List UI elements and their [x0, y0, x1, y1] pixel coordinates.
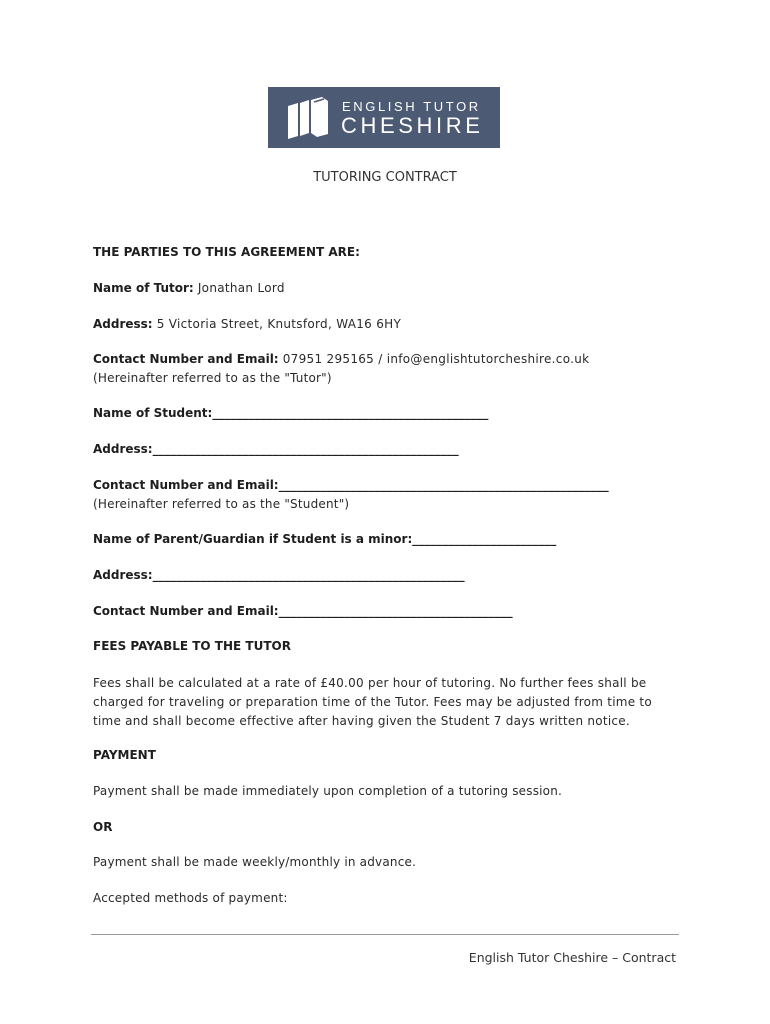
parent-name-blank: ________________________	[412, 532, 557, 546]
footer-divider	[91, 934, 679, 935]
tutor-referred-note: (Hereinafter referred to as the "Tutor")	[93, 371, 332, 385]
tutor-contact-row	[93, 352, 589, 366]
tutor-address-value: 5 Victoria Street, Knutsford, WA16 6HY	[152, 317, 402, 331]
parent-contact-blank: _______________________________________	[278, 604, 513, 618]
tutor-name-row	[93, 281, 285, 295]
student-name-label: Name of Student:	[93, 406, 213, 420]
parent-address-blank: ____________________________________________________	[152, 568, 465, 582]
student-address-row	[93, 442, 459, 456]
books-icon	[284, 96, 330, 140]
parent-name-label: Name of Parent/Guardian if Student is a minor:	[93, 532, 413, 546]
student-name-blank: ______________________________________________	[212, 406, 489, 420]
student-contact-row	[93, 478, 609, 492]
student-address-label: Address:	[93, 442, 153, 456]
logo-line-1: ENGLISH TUTOR	[342, 99, 481, 114]
parent-contact-label: Contact Number and Email:	[93, 604, 279, 618]
student-contact-blank: _______________________________________________________	[278, 478, 609, 492]
logo	[268, 87, 500, 148]
fees-heading: FEES PAYABLE TO THE TUTOR	[93, 639, 291, 653]
or-heading: OR	[93, 820, 113, 834]
student-contact-label: Contact Number and Email:	[93, 478, 279, 492]
logo-line-2: CHESHIRE	[341, 113, 484, 138]
tutor-address-label: Address:	[93, 317, 153, 331]
student-referred-note: (Hereinafter referred to as the "Student")	[93, 497, 350, 511]
tutor-name-value: Jonathan Lord	[193, 281, 285, 295]
payment-option-2: Payment shall be made weekly/monthly in advance.	[93, 855, 417, 869]
parent-address-row	[93, 568, 465, 582]
parent-address-label: Address:	[93, 568, 153, 582]
parent-contact-row	[93, 604, 513, 618]
payment-heading: PAYMENT	[93, 748, 156, 762]
document-title: TUTORING CONTRACT	[313, 170, 457, 185]
fees-paragraph: Fees shall be calculated at a rate of £40.00 per hour of tutoring. No further fees shall be charged for traveling or preparation time of the Tutor. Fees may be adjusted from time to time and shall become effective after having given the Student 7 days written notice.	[93, 676, 652, 728]
tutor-contact-label: Contact Number and Email:	[93, 352, 279, 366]
payment-methods: Accepted methods of payment:	[93, 891, 288, 905]
parties-heading: THE PARTIES TO THIS AGREEMENT ARE:	[93, 245, 360, 259]
student-name-row	[93, 406, 488, 420]
tutor-contact-value: 07951 295165 / info@englishtutorcheshire.co.uk	[278, 352, 590, 366]
tutor-name-label: Name of Tutor:	[93, 281, 194, 295]
parent-name-row	[93, 532, 556, 546]
footer-text: English Tutor Cheshire – Contract	[468, 950, 676, 965]
tutor-address-row	[93, 317, 401, 331]
student-address-blank: ___________________________________________________	[152, 442, 459, 456]
payment-option-1: Payment shall be made immediately upon completion of a tutoring session.	[93, 784, 563, 798]
